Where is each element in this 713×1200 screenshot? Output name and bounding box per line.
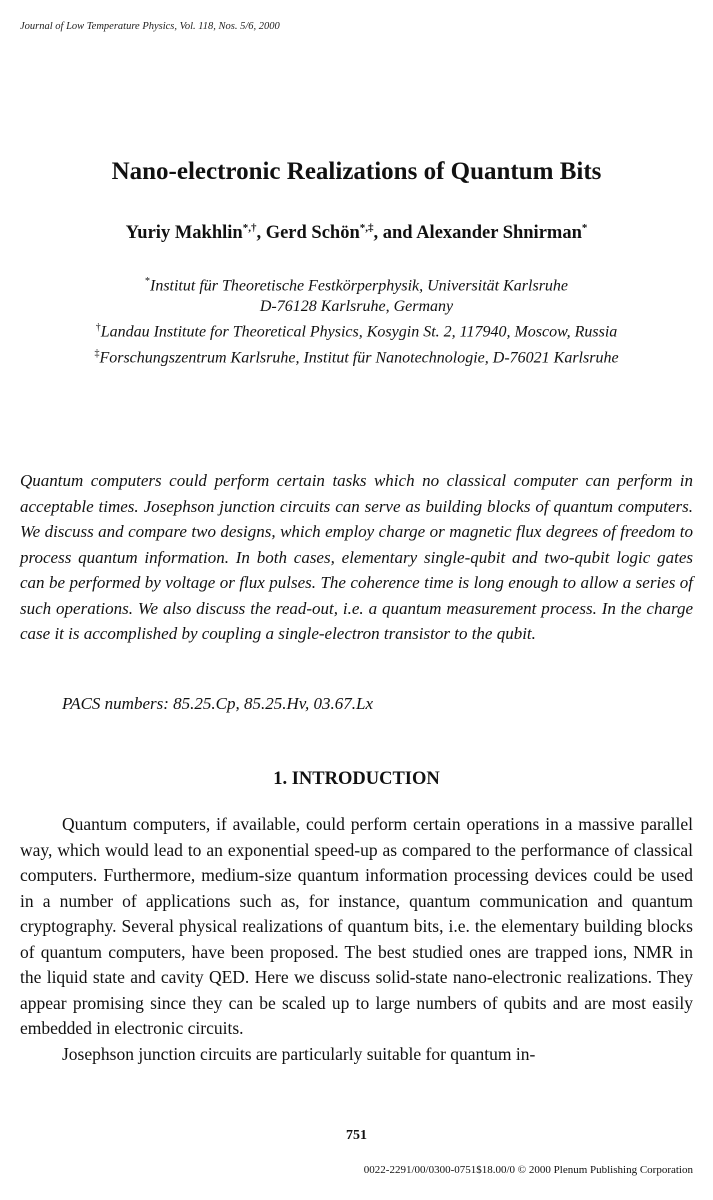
author-name: Gerd Schön xyxy=(265,223,360,244)
author-affil-mark: *,‡ xyxy=(359,222,374,234)
author-name: Yuriy Makhlin xyxy=(125,223,243,244)
author-list xyxy=(0,222,713,244)
affiliation-line xyxy=(0,271,713,296)
affiliation-text: Institut für Theoretische Festkörperphysik, Universität Karlsruhe xyxy=(149,277,569,295)
author-separator: , xyxy=(256,223,266,244)
affiliation-text: D-76128 Karlsruhe, Germany xyxy=(259,298,454,316)
affiliation-mark: ‡ xyxy=(94,347,100,359)
affiliation-text: Forschungszentrum Karlsruhe, Institut für Nanotechnologie, D-76021 Karlsruhe xyxy=(99,348,619,366)
affiliation-line xyxy=(0,296,713,317)
affiliation-line xyxy=(0,317,713,342)
affiliation-mark: * xyxy=(144,276,150,287)
paper-title: Nano-electronic Realizations of Quantum Bits xyxy=(111,158,602,185)
abstract: Quantum computers could perform certain tasks which no classical computer can perform in acceptable times. Josephson junction circuits can serve as building blocks of quantum computers. We discuss and compare two designs, which employ charge or magnetic flux degrees of freedom to process quantum information. In both cases, elementary single-qubit and two-qubit logic gates can be performed by voltage or flux pulses. The coherence time is long enough to allow a series of such operations. We also discuss the read-out, i.e. a quantum measurement process. In the charge case it is accomplished by coupling a single-electron transistor to the qubit. xyxy=(20,471,693,643)
author-name: Alexander Shnirman xyxy=(416,223,582,244)
paragraph: Quantum computers, if available, could perform certain operations in a massive parallel way, which would lead to an exponential speed-up as compared to the performance of classical computers. Furthermore, medium-size quantum information processing devices could be used in a number of applications such as, for instance, quantum communication and quantum cryptography. Several physical realizations of quantum bits, i.e. the elementary building blocks of quantum computers, have been proposed. The best studied ones are trapped ions, NMR in the liquid state and cavity QED. Here we discuss solid-state nano-electronic realizations. They appear promising since they can be scaled up to large numbers of qubits and are most easily embedded in electronic circuits. xyxy=(20,814,693,1038)
paragraph: Josephson junction circuits are particularly suitable for quantum in- xyxy=(62,1043,536,1064)
journal-header: Journal of Low Temperature Physics, Vol. 118, Nos. 5/6, 2000 xyxy=(20,21,280,32)
author-separator: , and xyxy=(373,223,417,244)
author-affil-mark: *,† xyxy=(242,222,257,234)
affiliation-line xyxy=(0,343,713,368)
copyright-line: 0022-2291/00/0300-0751$18.00/0 © 2000 Plenum Publishing Corporation xyxy=(363,1164,693,1176)
pacs-numbers: PACS numbers: 85.25.Cp, 85.25.Hv, 03.67.Lx xyxy=(62,694,374,713)
affiliations xyxy=(0,271,713,368)
author-affil-mark: * xyxy=(581,222,588,234)
section-heading: 1. INTRODUCTION xyxy=(273,769,440,789)
page-number: 751 xyxy=(346,1128,367,1143)
affiliation-mark: † xyxy=(95,322,101,334)
affiliation-text: Landau Institute for Theoretical Physics, Kosygin St. 2, 117940, Moscow, Russia xyxy=(100,323,618,341)
body-text xyxy=(20,812,693,1067)
